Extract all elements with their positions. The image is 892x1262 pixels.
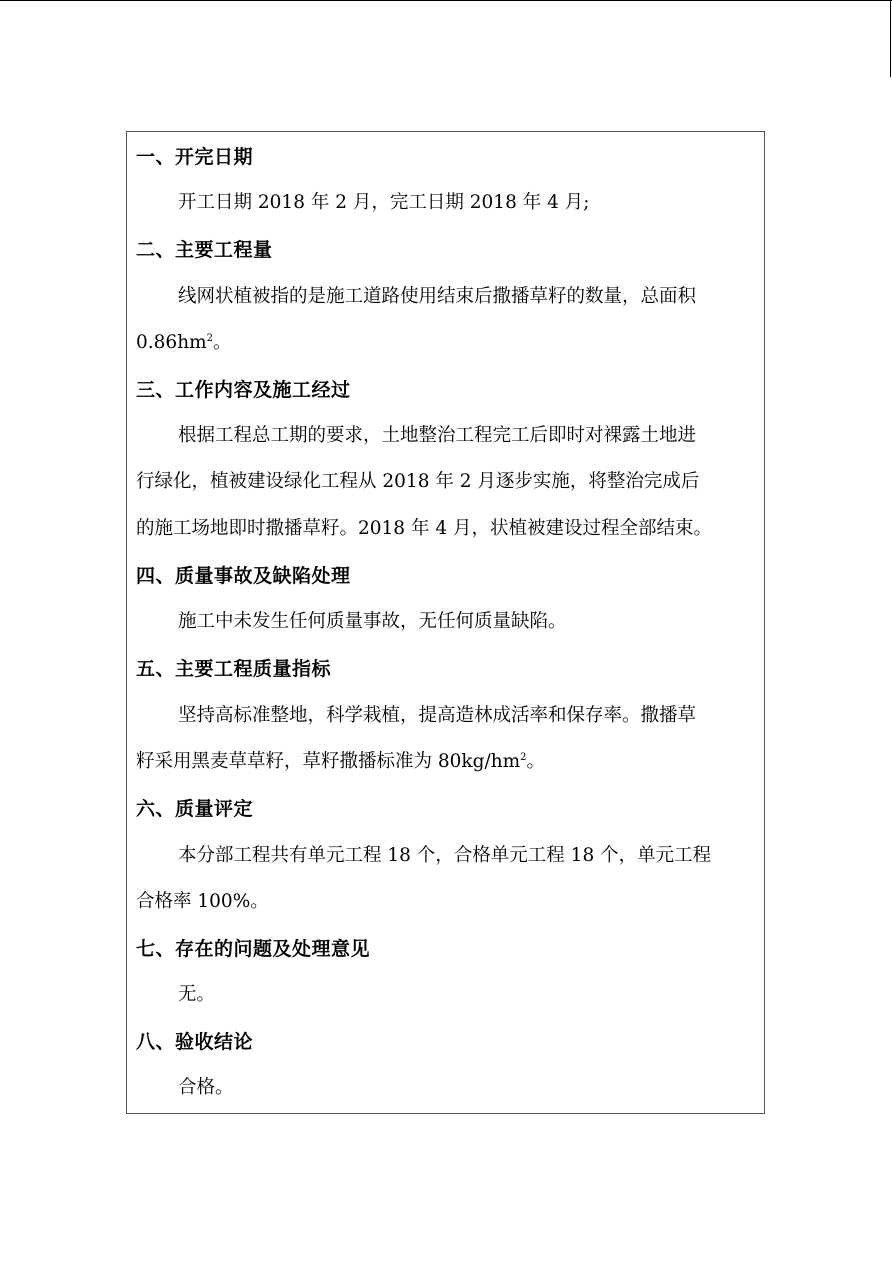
section-text-work-line2: 行绿化，植被建设绿化工程从 2018 年 2 月逐步实施，将整治完成后	[136, 471, 700, 492]
section-text-quantity-line1: 线网状植被指的是施工道路使用结束后撒播草籽的数量，总面积	[178, 286, 697, 307]
section-heading-issues: 七、存在的问题及处理意见	[136, 938, 371, 960]
section-text-dates: 开工日期 2018 年 2 月，完工日期 2018 年 4 月;	[178, 192, 590, 213]
section-text-indicators-line1: 坚持高标准整地，科学栽植，提高造林成活率和保存率。撒播草	[178, 705, 697, 726]
section-text-quantity-line2	[136, 328, 232, 358]
section-heading-quality-indicators: 五、主要工程质量指标	[136, 658, 332, 680]
section-text-quality-incidents: 施工中未发生任何质量事故，无任何质量缺陷。	[178, 611, 567, 632]
section-heading-quality-assessment: 六、质量评定	[136, 798, 254, 820]
document-frame	[126, 131, 765, 1114]
section-heading-conclusion: 八、验收结论	[136, 1031, 254, 1053]
section-text-work-line1: 根据工程总工期的要求，土地整治工程完工后即时对裸露土地进	[178, 425, 697, 446]
section-heading-quality-incidents: 四、质量事故及缺陷处理	[136, 565, 351, 587]
seeding-unit-superscript: 2	[520, 752, 527, 763]
section-text-conclusion: 合格。	[178, 1077, 234, 1098]
page-top-rule	[0, 0, 892, 1]
seeding-standard: 籽采用黑麦草草籽，草籽撒播标准为 80kg/hm	[136, 751, 521, 772]
section-heading-work-content: 三、工作内容及施工经过	[136, 379, 351, 401]
section-heading-quantity: 二、主要工程量	[136, 239, 273, 261]
seeding-period: 。	[526, 751, 546, 772]
section-text-indicators-line2	[136, 747, 545, 777]
area-unit-superscript: 2	[206, 333, 214, 344]
section-text-issues: 无。	[178, 984, 216, 1005]
area-period: 。	[213, 332, 232, 353]
section-text-assessment-line1: 本分部工程共有单元工程 18 个，合格单元工程 18 个，单元工程	[178, 845, 712, 866]
page-right-rule	[890, 0, 891, 77]
section-text-work-line3: 的施工场地即时撒播草籽。2018 年 4 月，状植被建设过程全部结束。	[136, 518, 712, 539]
section-text-assessment-line2: 合格率 100%。	[136, 891, 269, 912]
section-heading-dates: 一、开完日期	[136, 146, 254, 168]
area-value: 0.86hm	[136, 332, 207, 353]
